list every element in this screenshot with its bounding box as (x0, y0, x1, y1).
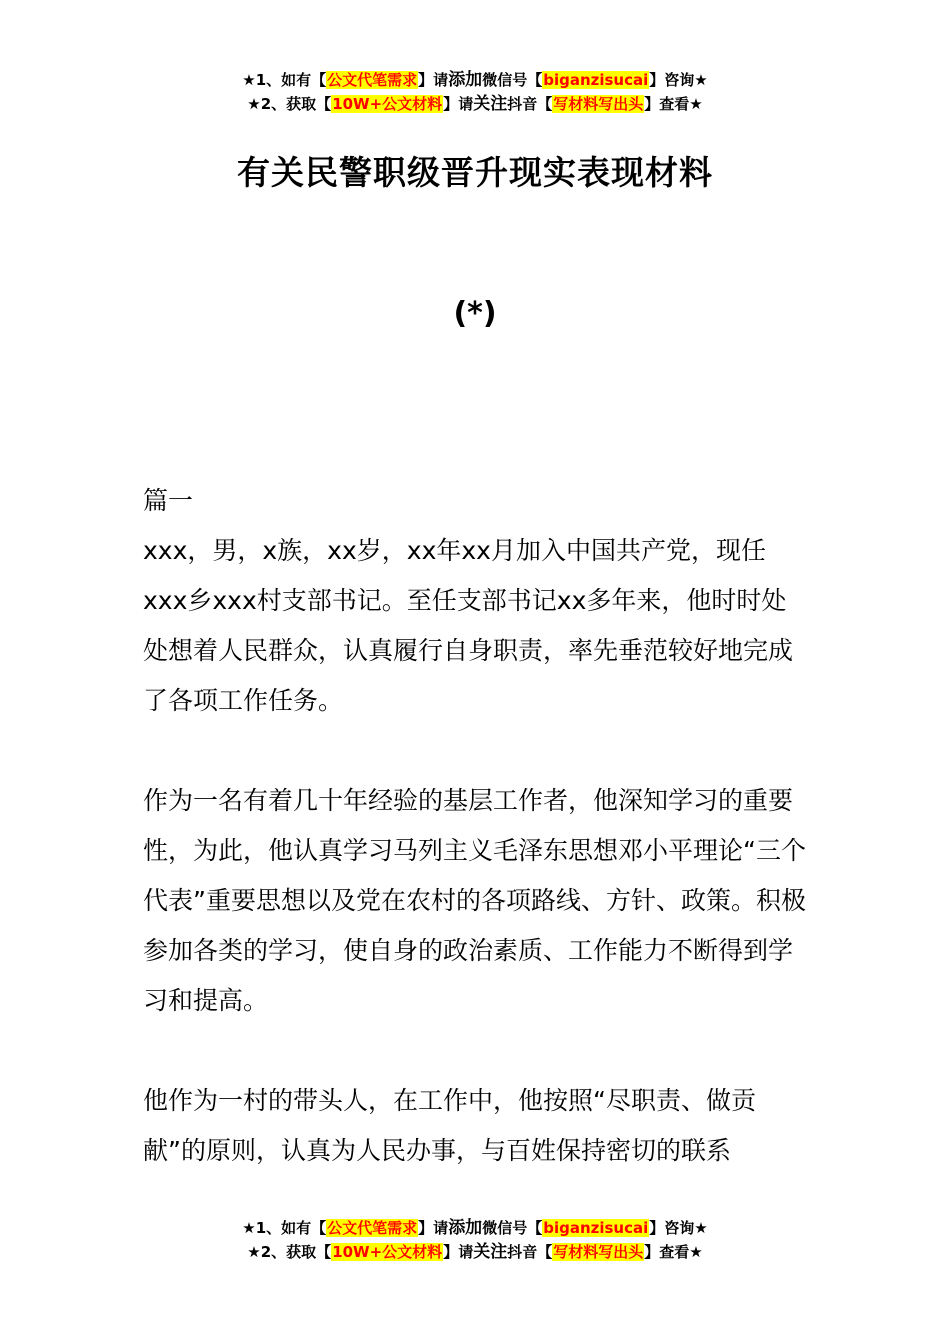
promo-highlight-wechat-id: biganzisucai (543, 71, 649, 89)
promo-text: ★2、获取【 (247, 1243, 332, 1261)
promo-highlight-wechat-id: biganzisucai (543, 1219, 649, 1237)
document-title: 有关民警职级晋升现实表现材料 (237, 153, 713, 192)
promo-text: ★1、如有【 (242, 71, 327, 89)
promo-text: 抖音【 (507, 95, 553, 113)
promo-text: 】查看★ (644, 95, 703, 113)
promo-highlight-douyin-account: 写材料写出头 (553, 95, 644, 113)
promo-text: 微信号【 (482, 1219, 543, 1237)
body-paragraph: 作为一名有着几十年经验的基层工作者，他深知学习的重要性，为此，他认真学习马列主义毛泽东思想邓小平理论“三个代表”重要思想以及党在农村的各项路线、方针、政策。积极参加各类的学习，使自身的政治素质、工作能力不断得到学习和提高。 (143, 786, 806, 1015)
promo-emphasis: 添加 (448, 1218, 483, 1238)
promo-line-1 (0, 68, 950, 92)
promo-banner-bottom (0, 1216, 950, 1264)
body-paragraph: xxx，男，x族，xx岁，xx年xx月加入中国共产党，现任xxx乡xxx村支部书记。至任支部书记xx多年来，他时时处处想着人民群众，认真履行自身职责，率先垂范较好地完成了各项工作任务。 (143, 536, 794, 715)
promo-line-2 (0, 92, 950, 116)
promo-text: 】请 (443, 95, 474, 113)
promo-emphasis: 关注 (473, 1242, 508, 1262)
promo-banner-top (0, 68, 950, 116)
promo-text: 】请 (443, 1243, 474, 1261)
promo-highlight-materials: 10W+公文材料 (332, 1243, 443, 1261)
document-body (143, 476, 809, 1176)
promo-text: 】咨询★ (649, 71, 708, 89)
promo-line-1 (0, 1216, 950, 1240)
promo-text: 】请 (418, 1219, 449, 1237)
promo-text: 微信号【 (482, 71, 543, 89)
promo-text: 抖音【 (507, 1243, 553, 1261)
promo-highlight-service: 公文代笔需求 (327, 1219, 418, 1237)
promo-highlight-douyin-account: 写材料写出头 (553, 1243, 644, 1261)
promo-text: 】请 (418, 71, 449, 89)
document-subtitle: (*) (453, 296, 497, 331)
promo-emphasis: 关注 (473, 94, 508, 114)
promo-line-2 (0, 1240, 950, 1264)
promo-highlight-service: 公文代笔需求 (327, 71, 418, 89)
promo-text: 】咨询★ (649, 1219, 708, 1237)
promo-emphasis: 添加 (448, 70, 483, 90)
section-label: 篇一 (143, 486, 194, 515)
promo-text: ★1、如有【 (242, 1219, 327, 1237)
promo-text: ★2、获取【 (247, 95, 332, 113)
promo-text: 】查看★ (644, 1243, 703, 1261)
body-paragraph: 他作为一村的带头人，在工作中，他按照“尽职责、做贡献”的原则，认真为人民办事，与百姓保持密切的联系 (143, 1086, 756, 1165)
promo-highlight-materials: 10W+公文材料 (332, 95, 443, 113)
